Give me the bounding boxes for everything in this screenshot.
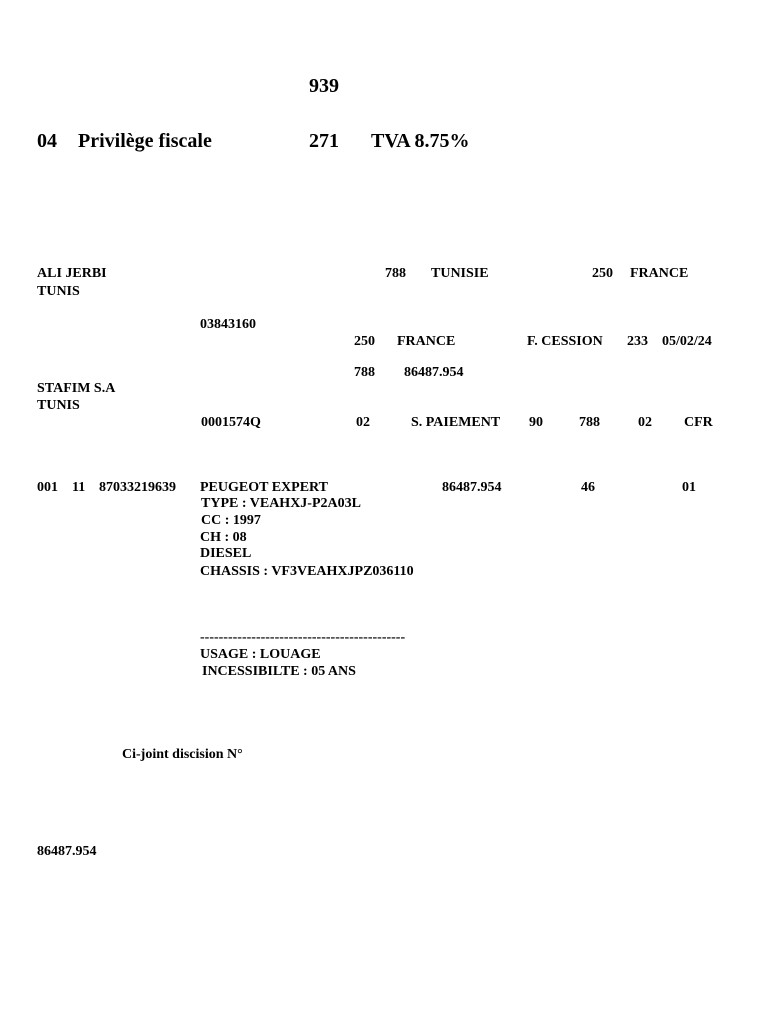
item-type: TYPE : VEAHXJ-P2A03L [201, 496, 361, 511]
item-cc: CC : 1997 [201, 513, 261, 528]
party2-id: 0001574Q [201, 415, 261, 430]
tva-label: TVA 8.75% [371, 130, 470, 152]
item-line: 001 [37, 480, 58, 495]
usage-note: USAGE : LOUAGE [200, 647, 321, 662]
reference-country: FRANCE [397, 334, 456, 349]
party1-country1: TUNISIE [431, 266, 489, 281]
reference-mode-code: 233 [627, 334, 648, 349]
party2-currency-code: 788 [579, 415, 600, 430]
regime-number: 271 [309, 130, 339, 152]
party1-city: TUNIS [37, 284, 80, 299]
item-code2: 01 [682, 480, 696, 495]
item-fuel: DIESEL [200, 546, 252, 561]
party1-country2: FRANCE [630, 266, 689, 281]
reference-amount: 86487.954 [404, 365, 464, 380]
party1-code1: 788 [385, 266, 406, 281]
party2-city: TUNIS [37, 398, 80, 413]
total-amount: 86487.954 [37, 844, 97, 859]
reference-number: 03843160 [200, 317, 256, 332]
item-qty: 11 [72, 480, 86, 495]
item-description: PEUGEOT EXPERT [200, 480, 328, 495]
party2-code: 02 [356, 415, 370, 430]
item-ch: CH : 08 [200, 530, 247, 545]
reference-mode: F. CESSION [527, 334, 603, 349]
party2-code2: 02 [638, 415, 652, 430]
party2-incoterm: CFR [684, 415, 713, 430]
reference-date: 05/02/24 [662, 334, 712, 349]
party1-name: ALI JERBI [37, 266, 107, 281]
incessibilite-note: INCESSIBILTE : 05 ANS [202, 664, 356, 679]
item-tariff: 87033219639 [99, 480, 176, 495]
party2-payment-code: 90 [529, 415, 543, 430]
party1-code2: 250 [592, 266, 613, 281]
reference-currency-code: 788 [354, 365, 375, 380]
item-amount: 86487.954 [442, 480, 502, 495]
party2-name: STAFIM S.A [37, 381, 116, 396]
regime-label: Privilège fiscale [78, 130, 212, 152]
item-chassis: CHASSIS : VF3VEAHXJPZ036110 [200, 564, 414, 579]
decision-note: Ci-joint discision N° [122, 747, 243, 762]
reference-code: 250 [354, 334, 375, 349]
item-code: 46 [581, 480, 595, 495]
regime-code: 04 [37, 130, 57, 152]
separator-line: -------------------------------------------- [200, 630, 406, 645]
document-number: 939 [309, 75, 339, 97]
party2-payment: S. PAIEMENT [411, 415, 501, 430]
